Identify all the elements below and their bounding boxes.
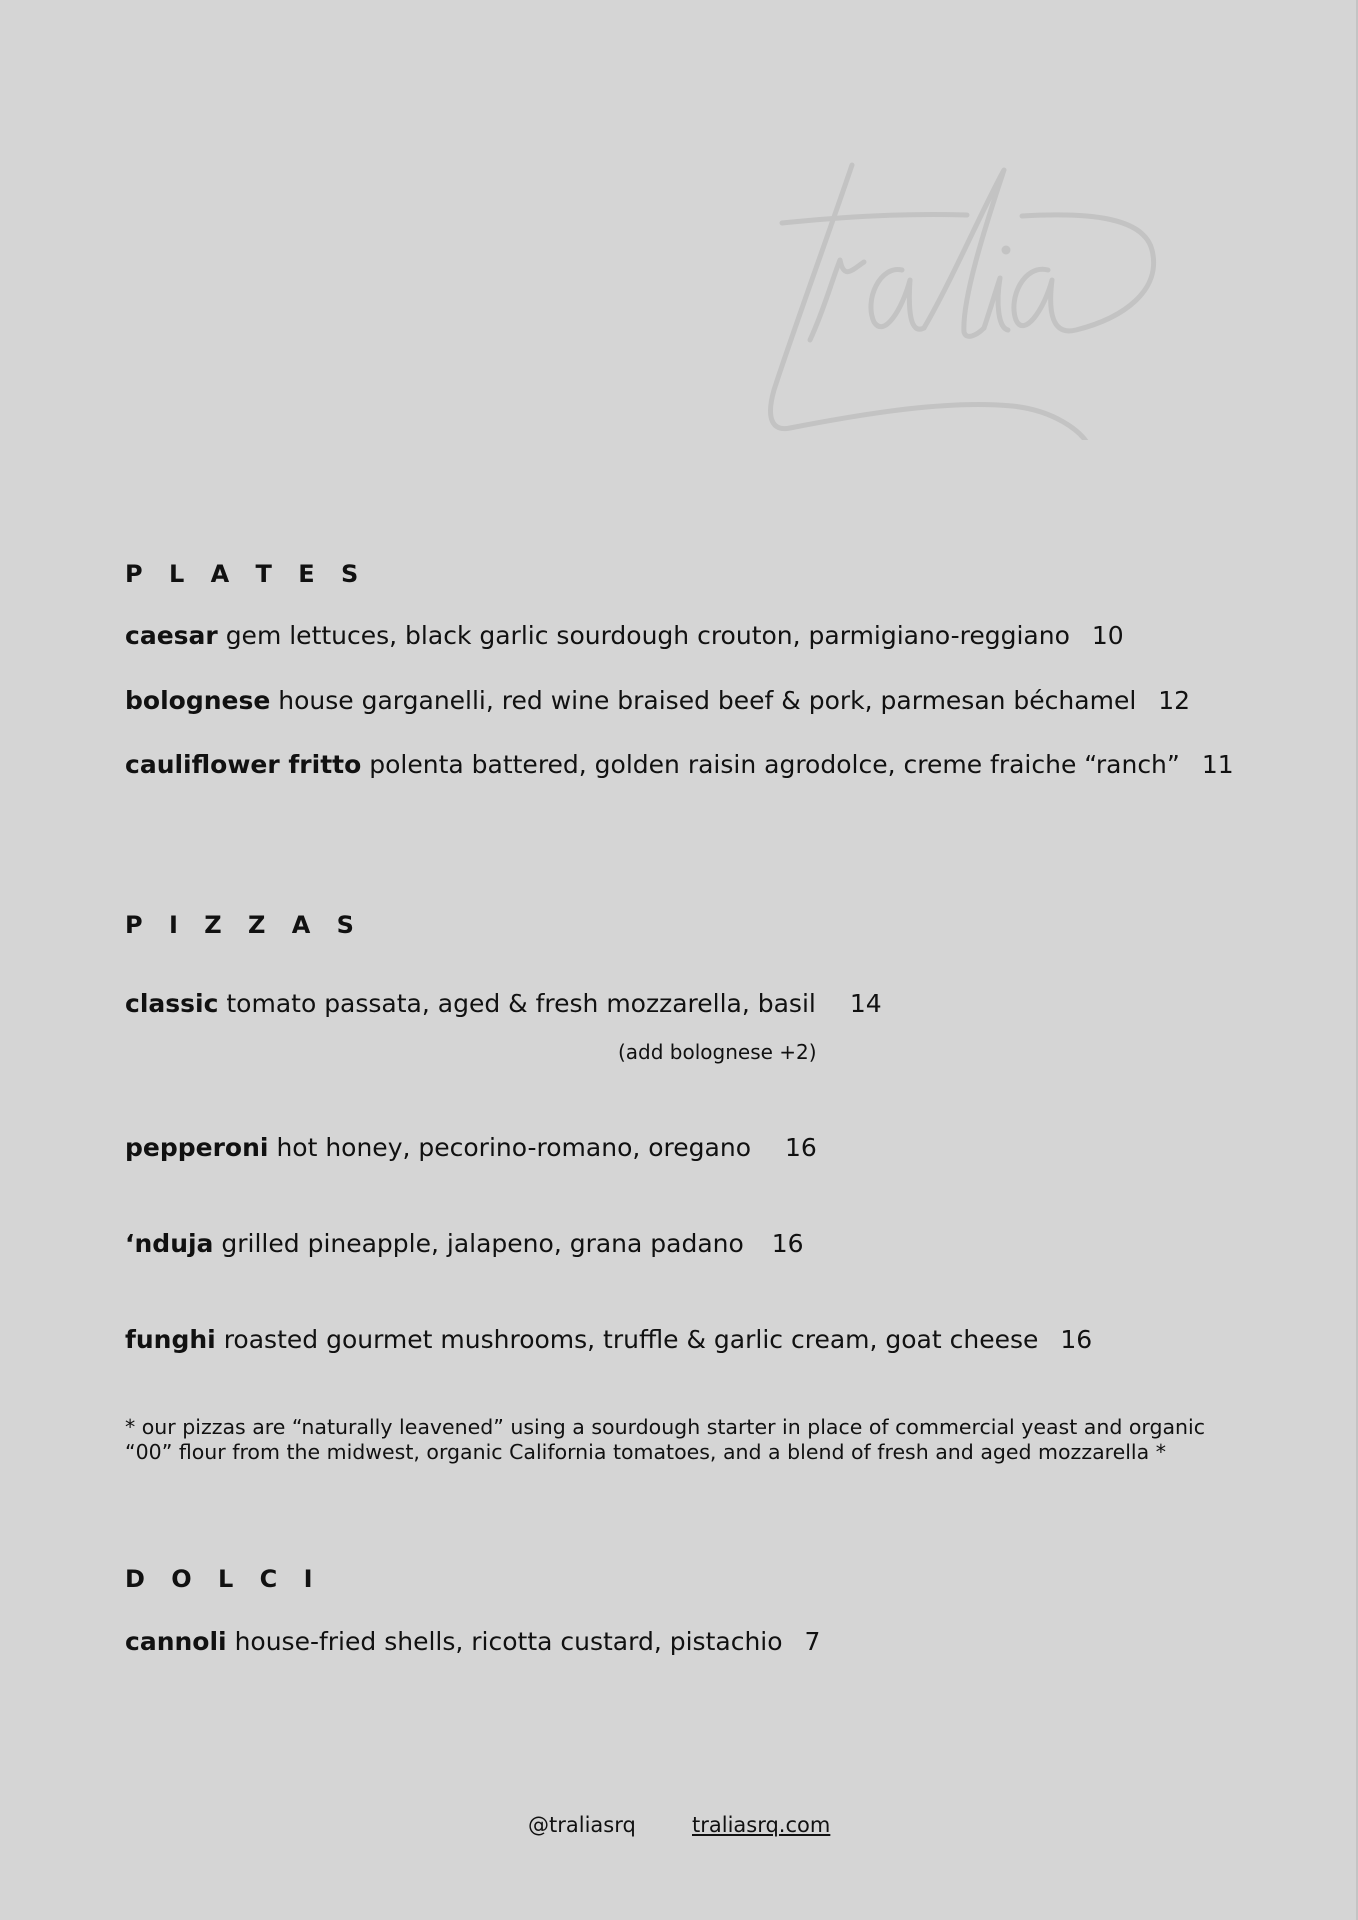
item-description: house garganelli, red wine braised beef & pork, parmesan béchamel [278,686,1137,715]
menu-item-caesar [125,621,1124,650]
item-description: polenta battered, golden raisin agrodolce, creme fraiche “ranch” [369,750,1180,779]
menu-item-classic [125,989,882,1018]
item-description: grilled pineapple, jalapeno, grana padano [221,1229,744,1258]
menu-item-pepperoni [125,1133,817,1162]
footnote-line: “00” flour from the midwest, organic California tomatoes, and a blend of fresh and aged mozzarella * [125,1440,1166,1464]
menu-item-bolognese [125,686,1190,715]
item-name: bolognese [125,686,271,715]
item-description: house-fried shells, ricotta custard, pistachio [234,1627,783,1656]
item-price: 16 [771,1229,804,1258]
footnote-line: * our pizzas are “naturally leavened” using a sourdough starter in place of commercial yeast and organic [125,1415,1206,1439]
item-price: 16 [784,1133,817,1162]
website-link[interactable]: traliasrq.com [692,1813,831,1837]
item-price: 12 [1158,686,1191,715]
item-price: 10 [1091,621,1124,650]
item-name: cauliflower fritto [125,750,362,779]
section-title-dolci: D O L C I [125,1565,322,1593]
item-price: 16 [1060,1325,1093,1354]
item-name: caesar [125,621,218,650]
item-name: classic [125,989,219,1018]
item-name: pepperoni [125,1133,269,1162]
menu-item-cannoli [125,1627,820,1656]
instagram-handle: @traliasrq [528,1813,636,1837]
item-description: hot honey, pecorino-romano, oregano [276,1133,751,1162]
item-price: 7 [804,1627,821,1656]
tralia-script-logo [752,150,1192,440]
menu-item-cauliflower-fritto [125,750,1234,779]
item-name: cannoli [125,1627,227,1656]
item-name: ‘nduja [125,1229,214,1258]
section-title-pizzas: P I Z Z A S [125,911,363,939]
item-price: 11 [1201,750,1234,779]
item-price: 14 [849,989,882,1018]
item-description: tomato passata, aged & fresh mozzarella, basil [226,989,816,1018]
menu-item-nduja [125,1229,804,1258]
section-title-plates: P L A T E S [125,560,368,588]
item-note-add-bolognese: (add bolognese +2) [618,1040,817,1064]
menu-item-funghi [125,1325,1092,1354]
item-description: roasted gourmet mushrooms, truffle & garlic cream, goat cheese [223,1325,1039,1354]
pizza-footnote [125,1415,1245,1465]
item-name: funghi [125,1325,216,1354]
item-description: gem lettuces, black garlic sourdough crouton, parmigiano-reggiano [225,621,1070,650]
